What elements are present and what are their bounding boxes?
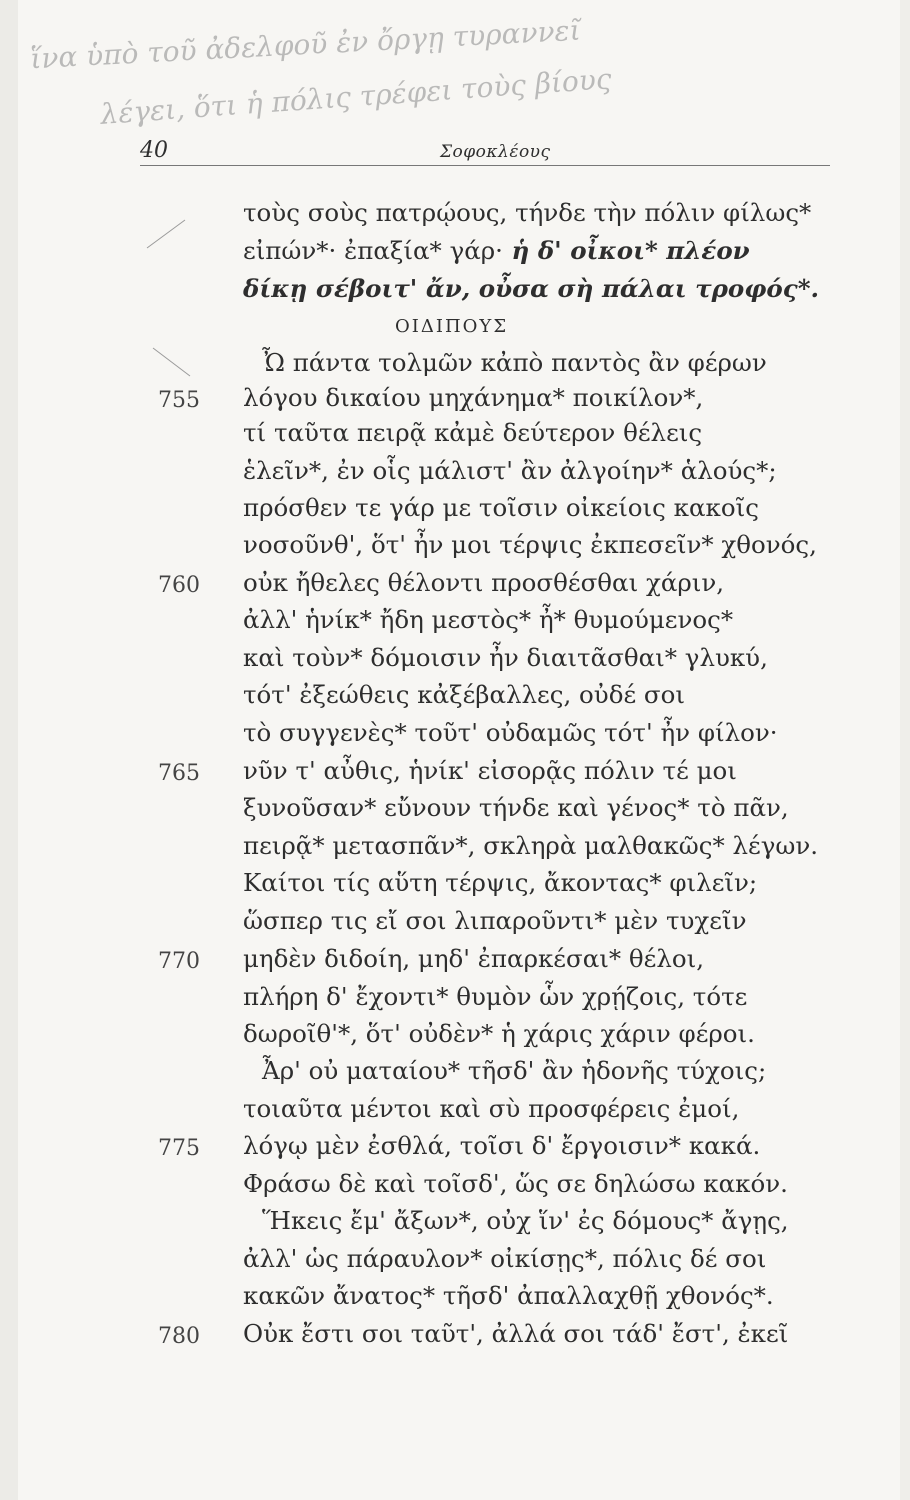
verse-text-emphasis: ἡ δ' οἶκοι* πλέον: [502, 236, 750, 265]
verse-line: πλήρη δ' ἔχοντι* θυμὸν ὧν χρῄζοις, τότε: [243, 982, 748, 1011]
line-number: 775: [158, 1136, 200, 1161]
line-number: 765: [158, 761, 200, 786]
verse-line: λόγῳ μὲν ἐσθλά, τοῖσι δ' ἔργοισιν* κακά.: [243, 1131, 761, 1160]
page-gutter: [0, 0, 18, 1500]
verse-line: οὐκ ἤθελες θέλοντι προσθέσθαι χάριν,: [243, 568, 725, 597]
line-number: 780: [158, 1324, 200, 1349]
verse-line: ἀλλ' ὡς πάραυλον* οἰκίσῃς*, πόλις δέ σοι: [243, 1244, 767, 1273]
verse-line: μηδὲν διδοίη, μηδ' ἐπαρκέσαι* θέλοι,: [243, 944, 705, 973]
verse-line: τοιαῦτα μέντοι καὶ σὺ προσφέρεις ἐμοί,: [243, 1094, 740, 1123]
verse-line: ἀλλ' ἡνίκ* ἤδη μεστὸς* ἦ* θυμούμενος*: [243, 605, 734, 634]
verse-line: κακῶν ἄνατος* τῆσδ' ἀπαλλαχθῇ χθονός*.: [243, 1281, 774, 1310]
verse-line: τὸ συγγενὲς* τοῦτ' οὐδαμῶς τότ' ἦν φίλον·: [243, 718, 778, 747]
verse-line: [243, 236, 750, 266]
verse-line: ξυνοῦσαν* εὔνουν τήνδε καὶ γένος* τὸ πᾶν,: [243, 793, 789, 822]
verse-line: δωροῖθ'*, ὅτ' οὐδὲν* ἡ χάρις χάριν φέροι.: [243, 1019, 755, 1048]
verse-line: λόγου δικαίου μηχάνημα* ποικίλον*,: [243, 383, 704, 412]
verse-line: τότ' ἐξεώθεις κἀξέβαλλες, οὐδέ σοι: [243, 680, 686, 709]
verse-line: νοσοῦνθ', ὅτ' ἦν μοι τέρψις ἐκπεσεῖν* χθονός,: [243, 530, 817, 559]
verse-line: τί ταῦτα πειρᾷ κἀμὲ δεύτερον θέλεις: [243, 418, 703, 447]
verse-line: καὶ τοὺν* δόμοισιν ἦν διαιτᾶσθαι* γλυκύ,: [243, 643, 768, 672]
verse-line: Ἥκεις ἔμ' ἄξων*, οὐχ ἵν' ἐς δόμους* ἄγῃς,: [262, 1206, 789, 1235]
verse-line: νῦν τ' αὖθις, ἡνίκ' εἰσορᾷς πόλιν τέ μοι: [243, 756, 737, 785]
verse-line: ἑλεῖν*, ἐν οἷς μάλιστ' ἂν ἀλγοίην* ἁλούς*;: [243, 456, 777, 485]
line-number: 755: [158, 388, 200, 413]
verse-line: δίκῃ σέβοιτ' ἄν, οὖσα σὴ πάλαι τροφός*.: [243, 274, 820, 303]
handwritten-line: ἵνα ὑπὸ τοῦ ἀδελφοῦ ἐν ὄργῃ τυραννεῖ: [29, 13, 582, 76]
verse-line: Ἆρ' οὐ ματαίου* τῆσδ' ἂν ἡδονῆς τύχοις;: [262, 1056, 767, 1085]
verse-line: πειρᾷ* μετασπᾶν*, σκληρὰ μαλθακῶς* λέγων.: [243, 831, 819, 860]
speaker-heading: ΟΙΔΙΠΟΥΣ: [395, 316, 509, 337]
header-rule: [140, 165, 830, 166]
verse-line: πρόσθεν τε γάρ με τοῖσιν οἰκείοις κακοῖς: [243, 493, 759, 522]
page-number: 40: [140, 138, 168, 163]
running-head: Σοφοκλέους: [440, 142, 551, 162]
line-number: 770: [158, 949, 200, 974]
verse-line: ὥσπερ τις εἴ σοι λιπαροῦντι* μὲν τυχεῖν: [243, 906, 747, 935]
handwritten-line: λέγει, ὅτι ἡ πόλις τρέφει τοὺς βίους: [99, 62, 613, 131]
verse-line: Φράσω δὲ καὶ τοῖσδ', ὥς σε δηλώσω κακόν.: [243, 1169, 788, 1198]
verse-line: Ὦ πάντα τολμῶν κἀπὸ παντὸς ἂν φέρων: [262, 348, 767, 377]
verse-line: Καίτοι τίς αὕτη τέρψις, ἄκοντας* φιλεῖν;: [243, 868, 758, 897]
handwritten-annotation: [29, 13, 880, 131]
line-number: 760: [158, 573, 200, 598]
page-header: [140, 138, 820, 166]
verse-line: Οὐκ ἔστι σοι ταῦτ', ἀλλά σοι τάδ' ἔστ', ἐκεῖ: [243, 1319, 789, 1348]
verse-line: τοὺς σοὺς πατρῴους, τήνδε τὴν πόλιν φίλως*: [243, 198, 812, 227]
margin-pencil-mark: [145, 218, 205, 458]
verse-text: εἰπών*· ἐπαξία* γάρ·: [243, 236, 503, 265]
page-edge: [900, 0, 910, 1500]
